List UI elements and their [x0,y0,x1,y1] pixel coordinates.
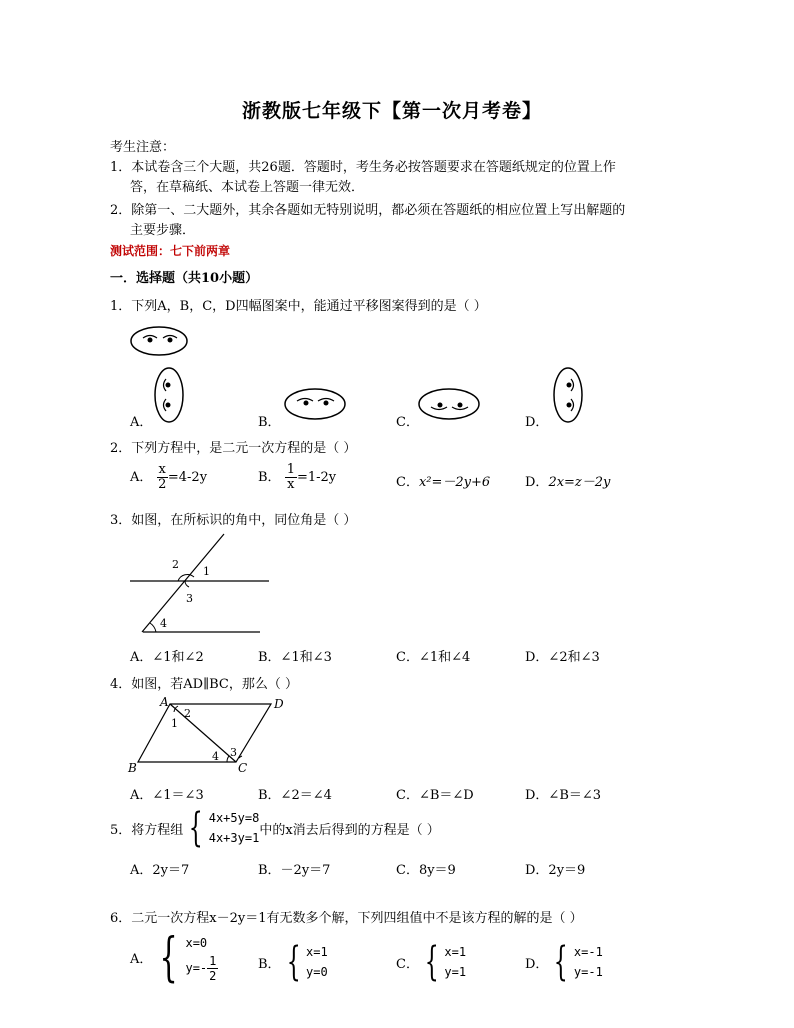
q1-option-a-label: A． [130,415,153,430]
q5-option-a: A．2y＝7 [130,863,190,878]
q1-option-d-label: D． [525,415,549,430]
q4-label-2: 2 [184,707,191,720]
q2-option-a-label: A． [130,470,153,485]
q2-a-numerator: x [158,462,166,477]
q6-a-bottom-pre: y=- [185,961,208,975]
q5-equation-1: 4x+5y=8 [208,811,260,825]
q6-c-bottom: y=1 [444,965,467,979]
q4-option-d: D．∠B＝∠3 [525,788,602,803]
q5-system [209,808,260,848]
q6-a-system [185,932,218,983]
q4-option-b: B．∠2＝∠4 [258,788,332,803]
q5-stem [110,805,440,851]
q6-option-a [130,927,218,988]
q2-option-b [258,463,336,492]
q6-option-a-label: A． [130,952,153,967]
q2-a-rest: =4-2y [167,470,208,485]
q1-option-b-label: B． [258,415,281,430]
q1-option-c-pattern [418,387,482,421]
notice-item-1: 1．本试卷含三个大题，共26题．答题时，考生务必按答题要求在答题纸规定的位置上作 [110,160,616,175]
notice-item-1-cont: 答，在草稿纸、本试卷上答题一律无效． [130,180,365,195]
q3-label-2: 2 [172,558,179,571]
q6-b-top: x=1 [306,945,328,959]
q6-a-denominator: 2 [209,969,217,983]
q6-option-c-label: C． [396,956,419,972]
notice-heading: 考生注意： [110,140,176,155]
test-scope: 测试范围：七下前两章 [110,244,231,258]
q5-stem-before: 5．将方程组 [110,822,184,838]
q6-a-bottom [185,954,218,983]
q5-option-b: B．－2y＝7 [258,863,331,878]
q3-stem: 3．如图，在所标识的角中，同位角是（ ） [110,513,357,528]
q2-option-d [525,471,610,490]
q6-d-brace: { [554,939,569,985]
q2-option-c-text: x²=－2y+6 [418,475,491,490]
q2-option-a-fraction [157,463,168,492]
q3-option-d: D．∠2和∠3 [525,650,600,665]
q6-d-top: x=-1 [573,945,603,959]
q2-option-b-fraction [285,463,297,492]
q3-label-3: 3 [186,592,193,605]
q3-option-c: C．∠1和∠4 [396,650,471,665]
q2-stem: 2．下列方程中，是二元一次方程的是（ ） [110,441,357,456]
q1-original-pattern [130,325,190,359]
page-title: 浙教版七年级下【第一次月考卷】 [242,100,543,122]
q1-option-b-pattern [284,387,348,421]
q6-a-fraction [207,954,218,983]
q6-a-brace: { [159,927,179,988]
q2-option-d-text: 2x=z－2y [548,475,611,490]
notice-item-2-cont: 主要步骤． [130,223,196,238]
q5-brace: { [189,805,204,851]
q6-option-c [396,939,467,985]
q4-label-c: C [238,761,248,775]
q4-label-3: 3 [230,746,237,759]
q4-figure [126,694,296,776]
q6-option-d-label: D． [525,956,549,972]
q2-option-d-label: D． [525,475,549,490]
q6-d-system [574,942,603,982]
q6-d-bottom: y=-1 [573,965,603,979]
q4-label-b: B [128,761,137,775]
q4-label-a: A [160,695,169,709]
q2-option-a [130,463,207,492]
q2-b-denominator: x [287,477,295,492]
q6-b-system [306,942,328,982]
q6-option-b-label: B． [258,956,281,972]
q4-stem: 4．如图，若AD∥BC，那么（ ） [110,677,298,692]
q4-option-c: C．∠B＝∠D [396,788,474,803]
q3-option-a: A．∠1和∠2 [130,650,204,665]
q2-a-denominator: 2 [158,477,167,492]
notice-item-2: 2．除第一、二大题外，其余各题如无特别说明，都必须在答题纸的相应位置上写出解题的 [110,203,626,218]
q1-option-c-label: C． [396,415,419,430]
q5-option-d: D．2y＝9 [525,863,586,878]
q5-stem-after: 中的x消去后得到的方程是（ ） [259,822,440,838]
q3-figure [128,532,273,637]
q1-option-d-pattern [551,367,587,425]
q1-option-a-pattern [152,367,188,425]
q6-a-numerator: 1 [209,954,217,968]
q4-label-4: 4 [212,750,219,763]
q2-option-c-label: C． [396,475,419,490]
q4-label-1: 1 [171,717,178,730]
q6-c-top: x=1 [444,945,467,959]
q6-b-brace: { [286,939,301,985]
q3-label-1: 1 [203,565,210,578]
q2-b-numerator: 1 [286,462,295,477]
q1-stem: 1．下列A，B，C，D四幅图案中，能通过平移图案得到的是（ ） [110,299,487,314]
q2-b-rest: =1-2y [296,470,337,485]
q6-option-d [525,939,603,985]
section-heading: 一．选择题（共10小题） [110,271,259,286]
q4-option-a: A．∠1＝∠3 [130,788,204,803]
q2-option-b-label: B． [258,470,281,485]
q3-label-4: 4 [160,617,167,630]
q4-label-d: D [274,697,284,711]
q3-option-b: B．∠1和∠3 [258,650,332,665]
q5-option-c: C．8y＝9 [396,863,456,878]
q6-a-top: x=0 [185,936,208,950]
q6-c-system [444,942,466,982]
q5-equation-2: 4x+3y=1 [208,831,260,845]
q6-b-bottom: y=0 [306,965,328,979]
q6-c-brace: { [424,939,439,985]
q2-option-c [396,471,490,490]
q6-stem: 6．二元一次方程x－2y＝1有无数多个解，下列四组值中不是该方程的解的是（ ） [110,911,583,926]
q6-option-b [258,939,328,985]
